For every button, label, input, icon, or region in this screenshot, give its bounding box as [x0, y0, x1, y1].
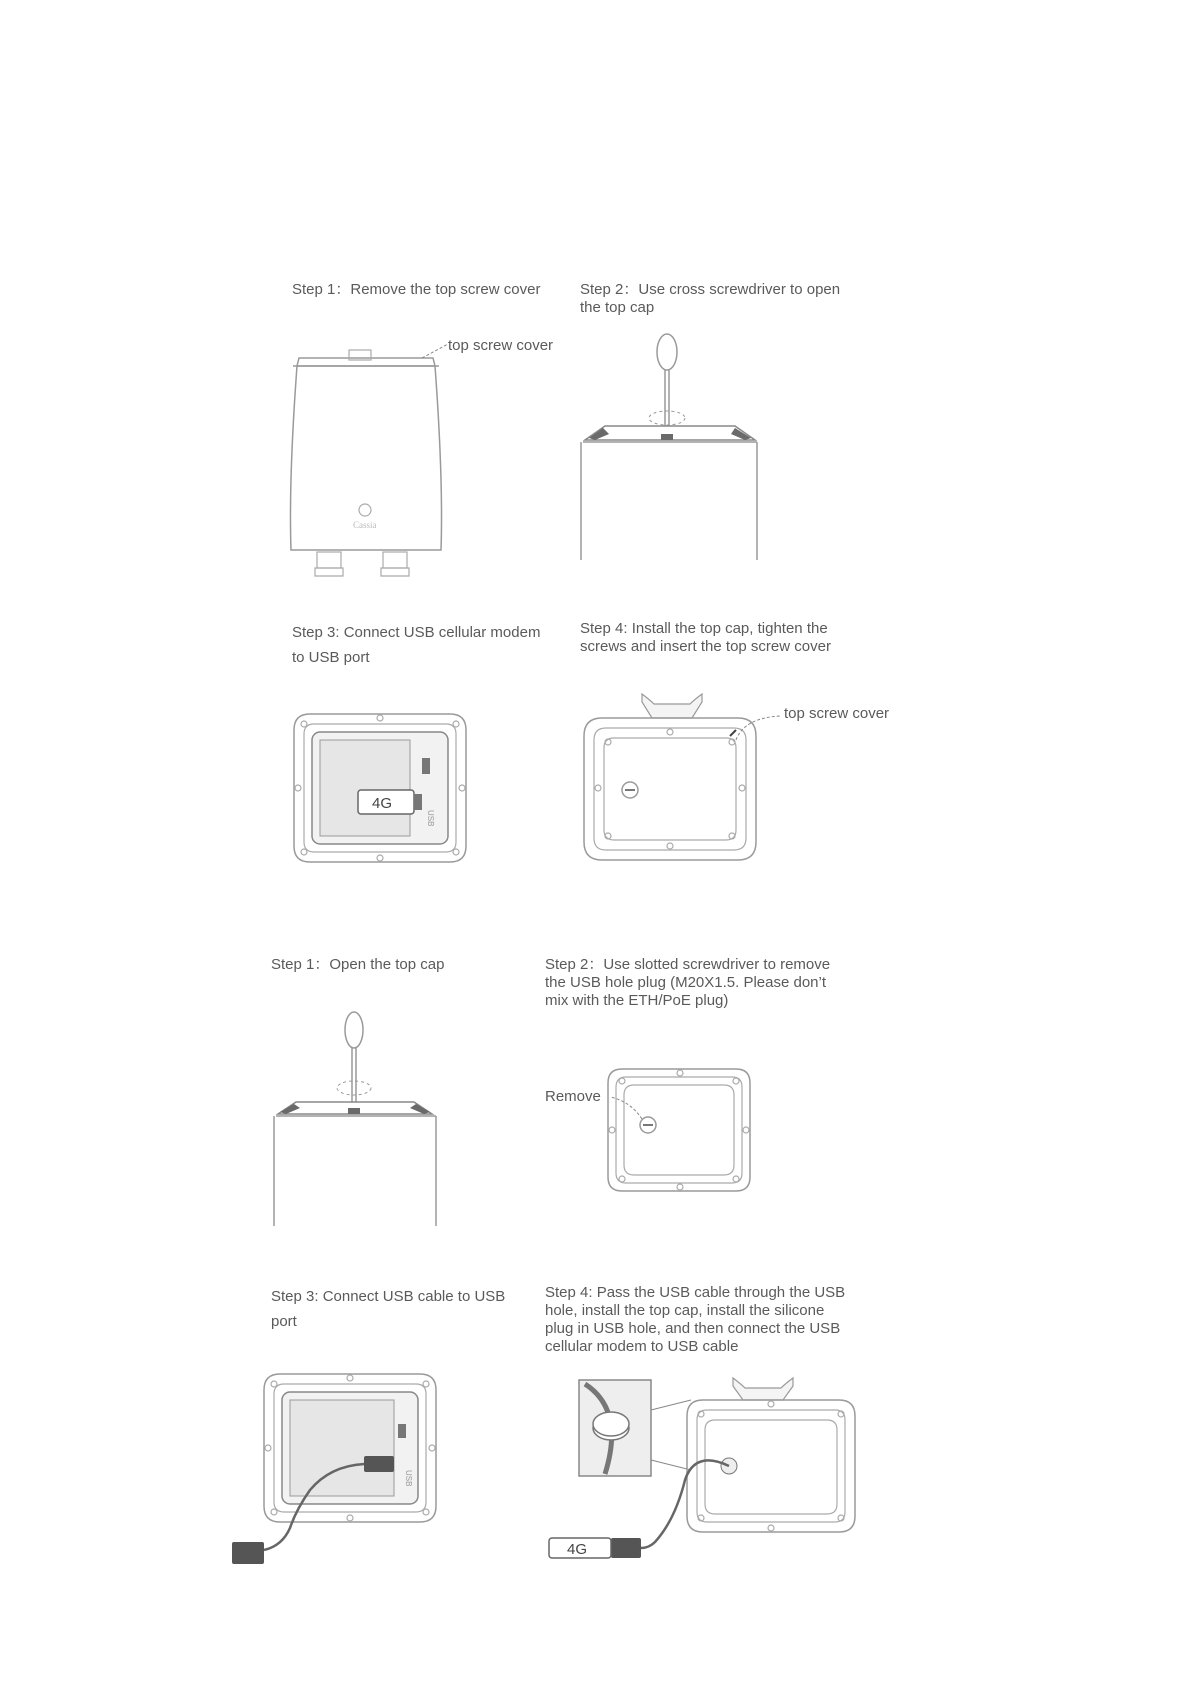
s2-step3-cable-illustration [230, 1370, 450, 1570]
s1-step4-cap-illustration [580, 690, 760, 870]
s2-step1-screwdriver-illustration [272, 1010, 452, 1230]
s1-step3-enclosure-illustration [290, 710, 470, 870]
s1-step4-callout-line [734, 712, 784, 742]
s2-remove-label: Remove [545, 1088, 601, 1105]
s1-step2-caption: Step 2：Use cross screwdriver to open the top cap [580, 281, 841, 316]
s2-usb-port-label: USB [404, 1470, 413, 1487]
cassia-logo-text: Cassia [353, 520, 377, 530]
s1-step2-screwdriver-illustration [575, 330, 795, 560]
s2-step2-plug-illustration [600, 1065, 760, 1195]
s2-step3-caption: Step 3: Connect USB cable to USB port [271, 1288, 506, 1330]
s1-step1-gateway-illustration [285, 340, 465, 590]
s2-modem-4g-label: 4G [567, 1541, 588, 1558]
s2-step4-modem-illustration [545, 1370, 855, 1570]
s1-top-screw-cover-label-2: top screw cover [784, 705, 890, 722]
s2-step1-caption: Step 1：Open the top cap [271, 956, 445, 973]
s1-step1-callout-line [420, 340, 450, 360]
s1-modem-4g-label: 4G [372, 795, 393, 812]
s1-usb-port-label: USB [426, 810, 435, 827]
s1-step1-caption: Step 1：Remove the top screw cover [292, 281, 541, 298]
s1-step3-caption: Step 3: Connect USB cellular modem to USB port [292, 624, 541, 666]
s2-step4-caption: Step 4: Pass the USB cable through the USB hole, install the top cap, install the silicone plug in USB hole, and then connect the USB cellular modem to USB cable [545, 1284, 846, 1355]
s1-top-screw-cover-label: top screw cover [448, 337, 554, 354]
s1-step4-caption: Step 4: Install the top cap, tighten the screws and insert the top screw cover [580, 620, 831, 655]
s2-step2-caption: Step 2：Use slotted screwdriver to remove the USB hole plug (M20X1.5. Please don’t mix with the ETH/PoE plug) [545, 956, 831, 1009]
